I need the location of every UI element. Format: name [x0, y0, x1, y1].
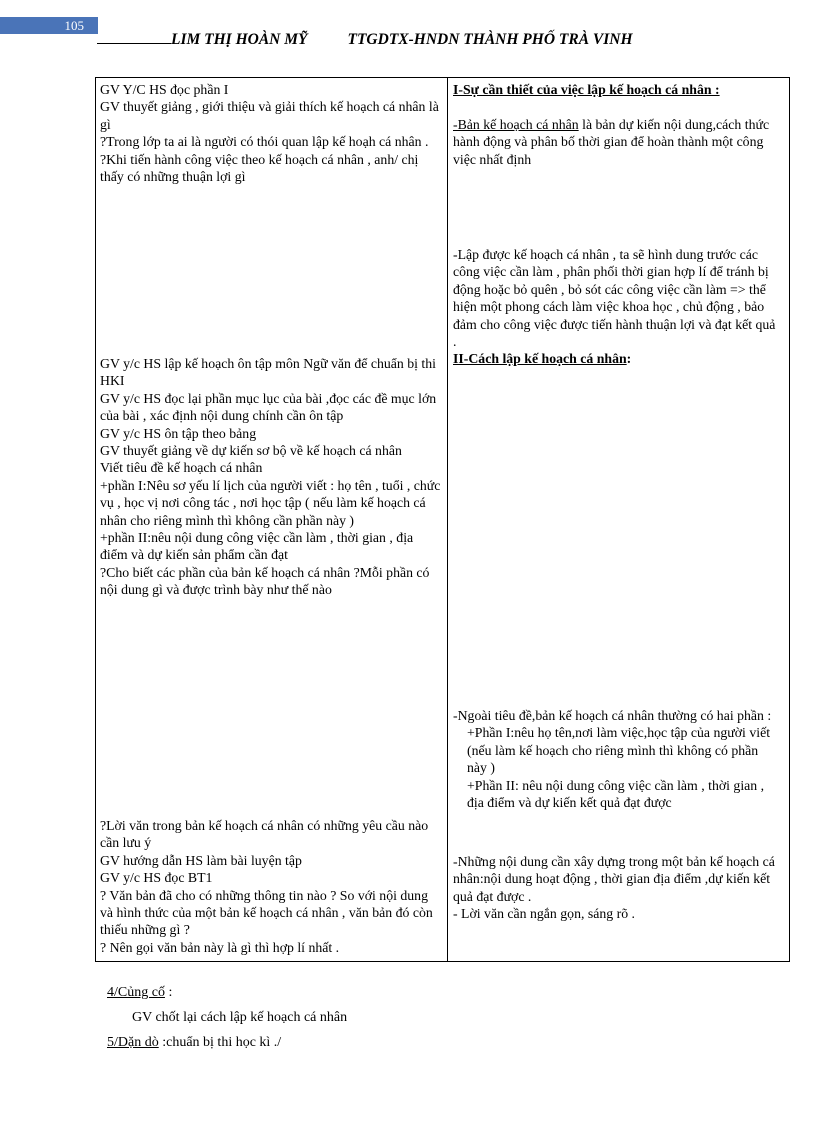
left-block-2 — [100, 355, 441, 599]
definition-text: là bản dự kiến nội dung,cách thức hành động và phân bố thời gian để hoàn thành một công việc nhất định — [453, 116, 770, 167]
page-header — [97, 31, 633, 49]
consolidate-label: 4/Củng cố — [107, 985, 165, 1000]
consolidate-colon: : — [164, 985, 173, 1000]
consolidate-text: GV chốt lại cách lập kế hoạch cá nhân — [132, 1010, 348, 1025]
left-line: ?Lời văn trong bản kế hoạch cá nhân có những yêu cầu nào cần lưu ý — [100, 818, 429, 851]
benefit-paragraph: -Lập được kế hoạch cá nhân , ta sẽ hình dung trước các công việc cần làm , phân phối thời gian hợp lí để tránh bị động hoặc bỏ quên , bỏ sót các công việc cần làm => thể hiện một phong cách làm việc khoa học , chủ động , bảo đảm cho công việc được tiến hành thuận lợi và đạt kết quả . — [453, 247, 776, 350]
lesson-content-cell — [448, 78, 790, 962]
left-line: +phần I:Nêu sơ yếu lí lịch của người viết : họ tên , tuổi , chức vụ , học vị nơi công tác , nơi học tập ( nếu làm kế hoạch cá nhân cho riêng mình thì không cần phần này ) — [100, 477, 441, 528]
left-line: ? Nên gọi văn bản này là gì thì hợp lí nhất . — [100, 939, 340, 955]
teacher-activities-cell — [96, 78, 448, 962]
part-2: +Phần II: nêu nội dung công việc cần làm , thời gian , địa điểm và dự kiến kết quả đạt được — [467, 777, 765, 811]
content-paragraph: -Những nội dung cần xây dựng trong một bản kế hoạch cá nhân:nội dung hoạt động , thời gian địa điểm ,dự kiến kết quả đạt được . — [453, 854, 775, 904]
homework-label: 5/Dặn dò — [107, 1035, 159, 1050]
left-line: +phần II:nêu nội dung công việc cần làm , thời gian , địa điểm và dự kiến sản phẩm cần đạt — [100, 530, 414, 563]
language-paragraph: - Lời văn cần ngắn gọn, sáng rõ . — [453, 906, 636, 922]
right-block-3 — [453, 707, 781, 811]
section-heading-2: II-Cách lập kế hoạch cá nhân — [453, 351, 627, 367]
left-line: GV y/c HS lập kế hoạch ôn tập môn Ngữ văn để chuẩn bị thi HKI — [100, 356, 436, 389]
left-line: GV hướng dẫn HS làm bài luyện tập — [100, 852, 302, 868]
part-1: +Phần I:nêu họ tên,nơi làm việc,học tập của người viết (nếu làm kế hoạch cho riêng mình thì không có phần này ) — [467, 725, 771, 776]
left-line: GV y/c HS đọc BT1 — [100, 870, 213, 886]
left-line: ? Văn bản đã cho có những thông tin nào ? So với nội dung và hình thức của một bản kế hoạch cá nhân , văn bản đó còn thiếu những gì ? — [100, 887, 433, 938]
right-block-1 — [453, 81, 781, 168]
left-line: GV y/c HS ôn tập theo bảng — [100, 425, 257, 441]
consolidate-line — [107, 985, 172, 1001]
left-line: Viết tiêu đề kế hoạch cá nhân — [100, 460, 263, 476]
left-line: ?Khi tiến hành công việc theo kế hoạch cá nhân , anh/ chị thấy có những thuận lợi gì — [100, 151, 419, 185]
right-block-2 — [453, 246, 781, 368]
left-line: GV thuyết giảng , giới thiệu và giải thích kế hoạch cá nhân là gì — [100, 99, 439, 132]
left-block-1 — [100, 81, 441, 185]
left-line: GV thuyết giảng về dự kiến sơ bộ về kế hoạch cá nhân — [100, 443, 402, 459]
left-line: ?Trong lớp ta ai là người có thói quan lập kế hoạh cá nhân . — [100, 134, 429, 150]
header-rule — [97, 43, 171, 44]
lesson-table — [95, 77, 790, 962]
parts-intro: -Ngoài tiêu đề,bản kế hoạch cá nhân thường có hai phần : — [453, 708, 772, 723]
left-line: GV Y/C HS đọc phần I — [100, 82, 229, 97]
left-line: GV y/c HS đọc lại phần mục lục của bài ,đọc các đề mục lớn của bài , xác định nội dung chính cần ôn tập — [100, 390, 437, 424]
right-block-4 — [453, 853, 781, 923]
homework-text: :chuẩn bị thi học kì ./ — [158, 1035, 282, 1050]
section-heading-2-colon: : — [626, 351, 632, 367]
left-block-3 — [100, 817, 441, 956]
homework-line — [107, 1035, 281, 1051]
page-number: 105 — [0, 17, 98, 34]
definition-term: -Bản kế hoạch cá nhân — [453, 116, 579, 132]
section-heading-2-line — [453, 350, 781, 367]
header-center: TTGDTX-HNDN THÀNH PHỐ TRÀ VINH — [347, 31, 633, 48]
section-heading-1: I-Sự cần thiết của việc lập kế hoạch cá nhân : — [453, 82, 720, 97]
header-author: LIM THỊ HOÀN MỸ — [171, 31, 308, 48]
left-line: ?Cho biết các phần của bản kế hoạch cá nhân ?Mỗi phần có nội dung gì và được trình bày như thế nào — [100, 564, 430, 598]
definition-paragraph — [453, 116, 781, 168]
